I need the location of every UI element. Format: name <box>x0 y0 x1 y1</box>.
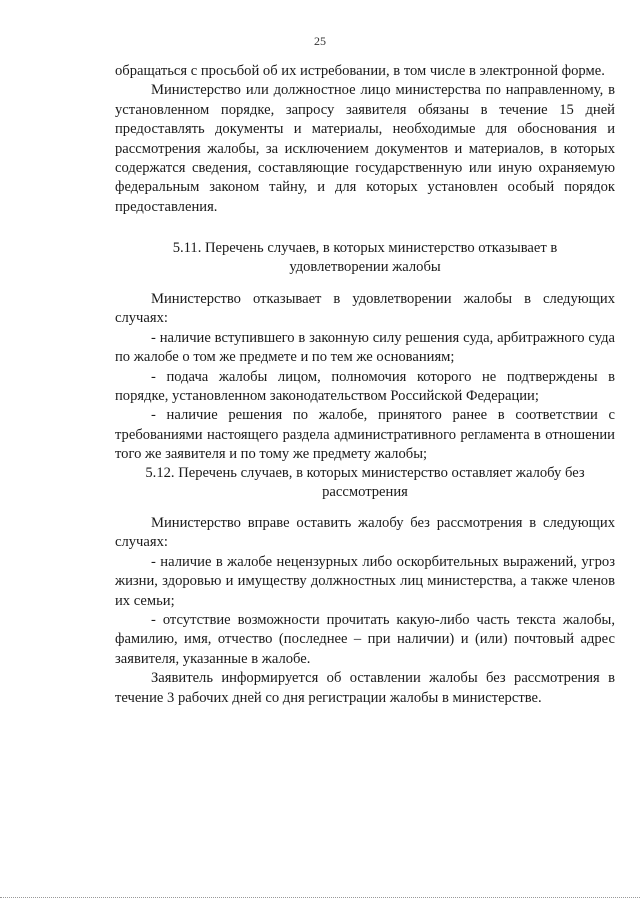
section-5-11-body <box>115 290 615 465</box>
section-intro: Министерство вправе оставить жалобу без рассмотрения в следующих случаях: <box>115 515 615 551</box>
paragraph-continuation: обращаться с просьбой об их истребовании, в том числе в электронной форме. <box>115 63 605 79</box>
list-item: - подача жалобы лицом, полномочия которого не подтверждены в порядке, установленном законодательством Российской Федерации; <box>115 368 615 405</box>
closing-paragraph: Заявитель информируется об оставлении жалобы без рассмотрения в течение 3 рабочих дней со дня регистрации жалобы в министерстве. <box>115 670 615 706</box>
page-number: 25 <box>314 34 326 48</box>
list-item: - наличие в жалобе нецензурных либо оскорбительных выражений, угроз жизни, здоровью и имуществу должностных лиц министерства, а также членов их семьи; <box>115 553 615 609</box>
section-heading-line: 5.11. Перечень случаев, в которых министерство отказывает в <box>172 240 558 256</box>
section-heading-line: удовлетворении жалобы <box>289 259 441 276</box>
section-heading-line: рассмотрения <box>322 484 408 501</box>
list-item: - наличие решения по жалобе, принятого ранее в соответствии с требованиями настоящего раздела административного регламента в отношении того же заявителя и по тому же предмету жалобы; <box>115 407 615 463</box>
paragraph-ministry-request: Министерство или должностное лицо министерства по направленному, в установленном порядке, запросу заявителя обязаны в течение 15 дней предоставлять документы и материалы, необходимые для обоснования и рассмотрения жалобы, за исключением документов и материалов, в которых содержатся сведения, составляющие государственную или иную охраняемую федеральным законом тайну, и для которых установлен особый порядок предоставления. <box>115 82 615 215</box>
section-5-12-body <box>115 514 615 708</box>
list-item: - наличие вступившего в законную силу решения суда, арбитражного суда по жалобе о том же предмете и по тем же основаниям; <box>115 329 615 366</box>
section-heading-line: 5.12. Перечень случаев, в которых министерство оставляет жалобу без <box>145 465 585 481</box>
page-bottom-rule <box>0 897 640 899</box>
list-item: - отсутствие возможности прочитать какую-либо часть текста жалобы, фамилию, имя, отчество (последнее – при наличии) и (или) почтовый адрес заявителя, указанные в жалобе. <box>115 612 615 667</box>
section-5-12-heading <box>115 464 615 503</box>
top-text <box>115 62 615 217</box>
section-5-11-heading <box>115 239 615 278</box>
section-intro: Министерство отказывает в удовлетворении жалобы в следующих случаях: <box>115 291 615 327</box>
